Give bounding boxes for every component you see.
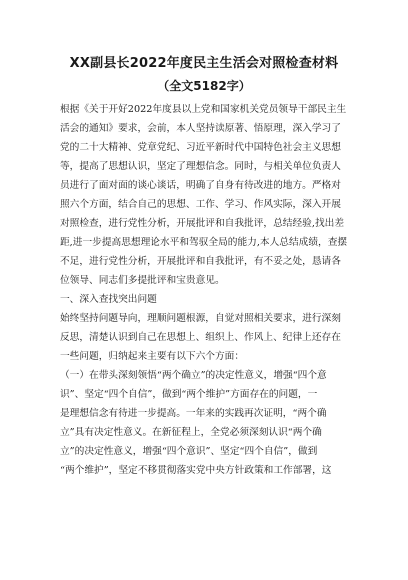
body-line: “两个维护”，坚定不移贯彻落实党中央方针政策和工作部署，这 <box>60 465 332 476</box>
body-line: （一）在带头深刻领悟“两个确立”的决定性意义，增强“四个意 <box>60 370 327 381</box>
body-line: 立”的决定性意义，增强“四个意识”、坚定“四个自信”，做到 <box>60 446 318 457</box>
document-title: XX副县长2022年度民主生活会对照检查材料 <box>69 56 339 71</box>
body-line: 根据《关于开好2022年度县以上党和国家机关党员领导干部民主生 <box>60 104 347 115</box>
body-line: 等，提高了思想认识，坚定了理想信念。同时，与相关单位负责人 <box>60 161 341 172</box>
body-line: 对照检查，进行党性分析，开展批评和自我批评，总结经验,找出差 <box>60 218 345 229</box>
body-line: 照六个方面，结合自己的思想、工作、学习、作风实际，深入开展 <box>60 199 341 210</box>
body-line: 一些问题，归纳起来主要有以下六个方面： <box>60 351 245 362</box>
body-line: 立”具有决定性意义。在新征程上，全党必须深刻认识“两个确 <box>60 427 322 438</box>
section-heading: 一、深入查找突出问题 <box>60 294 157 305</box>
body-line: 不足，进行党性分析，开展批评和自我批评，有不妥之处，恳请各 <box>60 256 341 267</box>
body-line: 识”、坚定“四个自信”，做到“两个维护”方面存在的问题，一 <box>60 389 318 400</box>
body-line: 始终坚持问题导向，理顺问题根源，自觉对照相关要求，进行深刻 <box>60 313 341 324</box>
body-line: 距,进一步提高思想理论水平和驾驭全局的能力,本人总结成绩，查摆 <box>60 237 348 248</box>
body-line: 是理想信念有待进一步提高。一年来的实践再次证明，“两个确 <box>60 408 327 419</box>
body-line: 位领导、同志们多提批评和宝贵意见。 <box>60 275 225 286</box>
document-subtitle: （全文5182字） <box>157 79 251 93</box>
body-line: 员进行了面对面的谈心谈话，明确了自身有待改进的地方。严格对 <box>60 180 341 191</box>
body-line: 反思，清楚认识到自己在思想上、组织上、作风上、纪律上还存在 <box>60 332 341 343</box>
document-body <box>60 100 350 480</box>
body-line: 活会的通知》要求，会前，本人坚持读原著、悟原理，深入学习了 <box>60 123 341 134</box>
body-line: 党的二十大精神、党章党纪、习近平新时代中国特色社会主义思想 <box>60 142 341 153</box>
